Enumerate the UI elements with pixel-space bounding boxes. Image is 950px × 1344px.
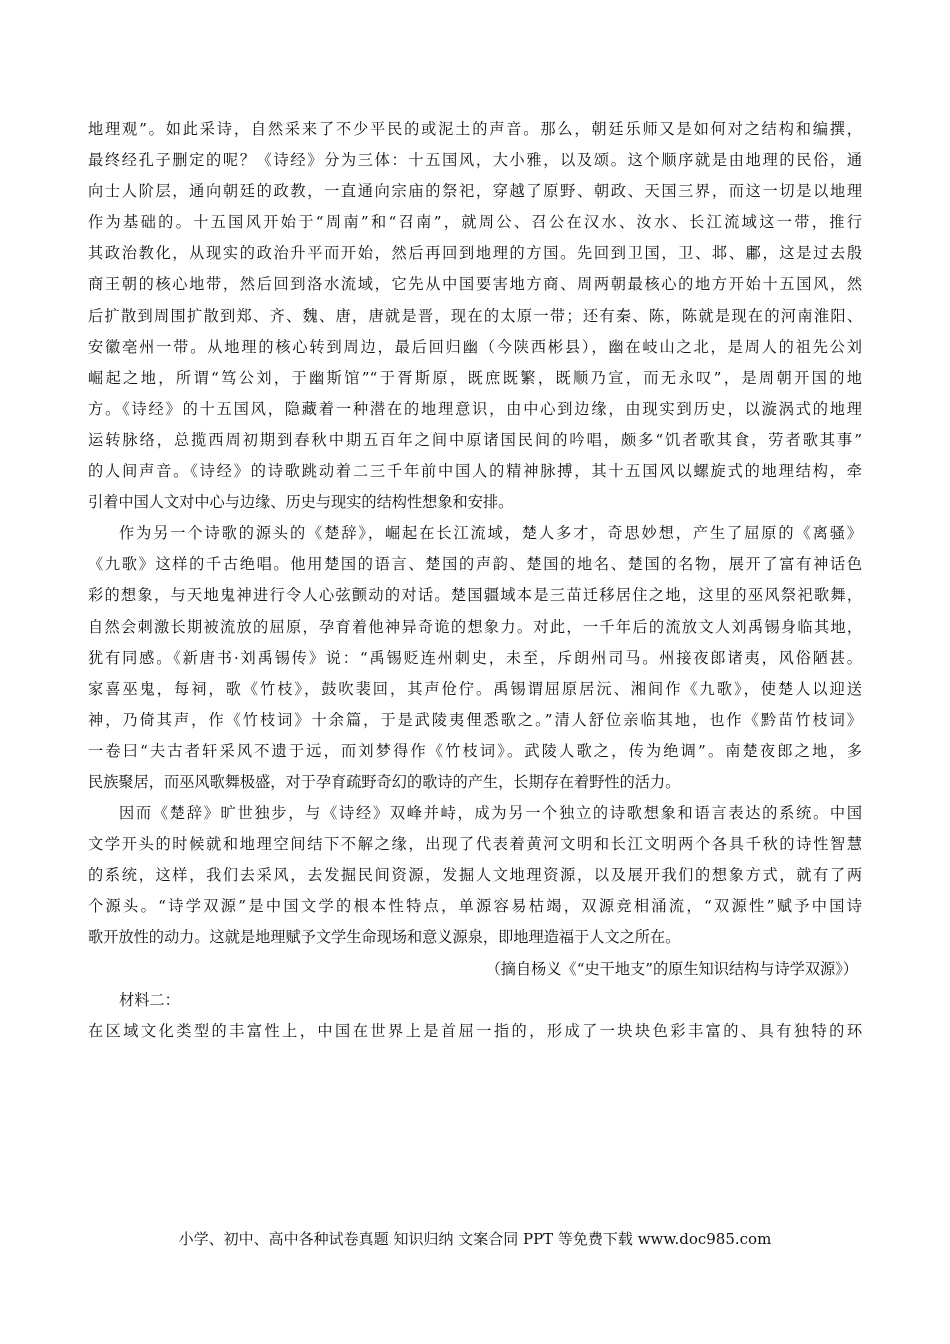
text-line: 家喜巫鬼，每祠，歌《竹枝》，鼓吹裴回，其声伧佇。禹锡谓屈原居沅、湘间作《九歌》，使楚人以迎送: [88, 679, 862, 698]
text-line: 歌开放性的动力。这就是地理赋予文学生命现场和意义源泉，即地理造福于人文之所在。: [88, 928, 681, 947]
paragraph: [88, 114, 862, 518]
text-line: 作为另一个诗歌的源头的《楚辞》，崛起在长江流域，楚人多才，奇思妙想，产生了屈原的《离骚》: [119, 524, 862, 543]
text-line: 神，乃倚其声，作《竹枝词》十余篇，于是武陵夷俚悉歌之。”清人舒位亲临其地，也作《黔苗竹枝词》: [88, 710, 862, 729]
text-line: 民族聚居，而巫风歌舞极盛，对于孕育疏野奇幻的歌诗的产生，长期存在着野性的活力。: [88, 772, 681, 791]
text-line: 方。《诗经》的十五国风，隐藏着一种潜在的地理意识，由中心到边缘，由现实到历史，以漩涡式的地理: [88, 399, 862, 418]
text-line: 作为基础的。十五国风开始于“周南”和“召南”，就周公、召公在汉水、汝水、长江流域这一带，推行: [88, 213, 862, 232]
text-line: 因而《楚辞》旷世独步，与《诗经》双峰并峙，成为另一个独立的诗歌想象和语言表达的系统。中国: [119, 804, 862, 823]
section-label: 材料二：: [119, 990, 180, 1009]
text-line: 最终经孔子删定的呢？《诗经》分为三体：十五国风，大小雅，以及颂。这个顺序就是由地理的民俗，通: [88, 151, 862, 170]
document-body: [88, 114, 862, 1047]
source-citation: （摘自杨义《“史干地支”的原生知识结构与诗学双源》）: [485, 959, 858, 978]
text-line: 商王朝的核心地带，然后回到洛水流域，它先从中国要害地方商、周两朝最核心的地方开始十五国风，然: [88, 275, 862, 294]
text-line: 的系统，这样，我们去采风，去发掘民间资源，发掘人文地理资源，以及展开我们的想象方式，就有了两: [88, 866, 862, 885]
text-line: 彩的想象，与天地鬼神进行令人心弦颤动的对话。楚国疆域本是三苗迁移居住之地，这里的巫风祭祀歌舞，: [88, 586, 862, 605]
text-line: 崛起之地，所谓“笃公刘，于幽斯馆”“于胥斯原，既庶既繁，既顺乃宣，而无永叹”，是周朝开国的地: [88, 368, 862, 387]
text-line: 后扩散到周围扩散到郑、齐、魏、唐，唐就是晋，现在的太原一带；还有秦、陈，陈就是现在的河南淮阳、: [88, 306, 862, 325]
text-line: 在区域文化类型的丰富性上，中国在世界上是首屈一指的，形成了一块块色彩丰富的、具有独特的环: [88, 1021, 862, 1040]
text-line: 一卷曰“夫古者轩采风不遗于远，而刘梦得作《竹枝词》。武陵人歌之，传为绝调”。南楚夜郎之地，多: [88, 741, 862, 760]
text-line: 地理观”。如此采诗，自然采来了不少平民的或泥土的声音。那么，朝廷乐师又是如何对之结构和编撰，: [88, 120, 862, 138]
text-line: 引着中国人文对中心与边缘、历史与现实的结构性想象和安排。: [88, 493, 514, 512]
page-footer: 小学、初中、高中各种试卷真题 知识归纳 文案合同 PPT 等免费下载 www.doc985.com: [178, 1230, 772, 1248]
text-line: 自然会刺激长期被流放的屈原，孕育着他神异奇诡的想象力。对此，一千年后的流放文人刘禹锡身临其地，: [88, 617, 862, 636]
text-line: 犹有同感。《新唐书·刘禹锡传》说：“禹锡贬连州刺史，未至，斥朗州司马。州接夜郎诸夷，风俗陋甚。: [88, 648, 862, 667]
text-line: 向士人阶层，通向朝廷的政教，一直通向宗庙的祭祀，穿越了原野、朝政、天国三界，而这一切是以地理: [88, 182, 862, 201]
text-line: 《九歌》这样的千古绝唱。他用楚国的语言、楚国的声韵、楚国的地名、楚国的名物，展开了富有神话色: [88, 555, 862, 574]
text-line: 个源头。“诗学双源”是中国文学的根本性特点，单源容易枯竭，双源竞相涌流，“双源性”赋予中国诗: [88, 897, 862, 916]
text-line: 的人间声音。《诗经》的诗歌跳动着二三千年前中国人的精神脉搏，其十五国风以螺旋式的地理结构，牵: [88, 462, 862, 481]
text-line: 文学开头的时候就和地理空间结下不解之缘，出现了代表着黄河文明和长江文明两个各具千秋的诗性智慧: [88, 835, 862, 854]
paragraph: [88, 518, 862, 798]
text-line: 其政治教化，从现实的政治升平而开始，然后再回到地理的方国。先回到卫国，卫、邶、鄘，这是过去殷: [88, 244, 862, 263]
paragraph: [88, 798, 862, 953]
text-line: 安徽亳州一带。从地理的核心转到周边，最后回归幽（今陕西彬县），幽在岐山之北，是周人的祖先公刘: [88, 337, 862, 356]
text-line: 运转脉络，总揽西周初期到春秋中期五百年之间中原诸国民间的吟唱，颇多“饥者歌其食，劳者歌其事”: [88, 430, 862, 449]
